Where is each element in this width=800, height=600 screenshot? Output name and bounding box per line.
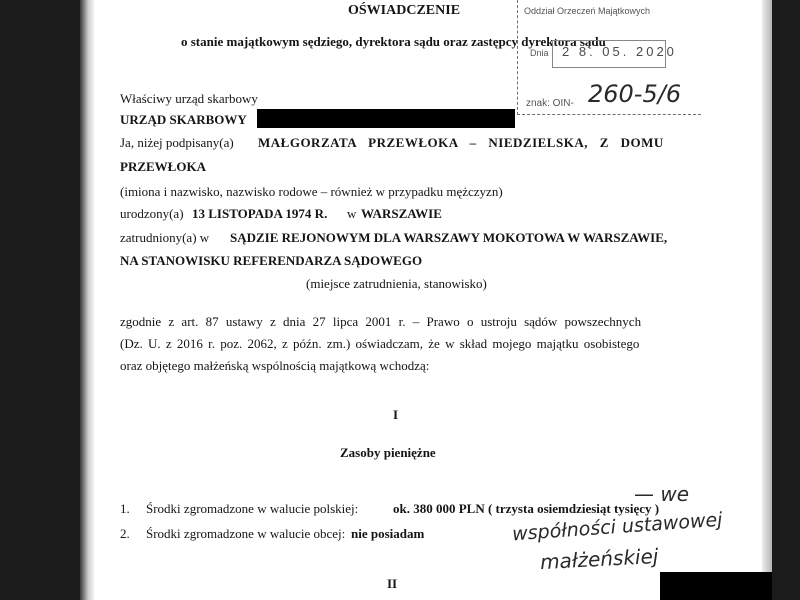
item-2-label: Środki zgromadzone w walucie obcej: <box>146 526 346 541</box>
employed-hint: (miejsce zatrudnienia, stanowisko) <box>306 276 487 291</box>
item-2-value: nie posiadam <box>351 526 425 541</box>
scan-right-shadow <box>762 0 772 600</box>
legal-basis-line-3: oraz objętego małżeńską wspólnością majątkową wchodzą: <box>120 358 430 373</box>
handwritten-dash-note: — we <box>634 482 690 506</box>
page-title: OŚWIADCZENIE <box>348 3 461 18</box>
section-1-title: Zasoby pieniężne <box>340 445 436 460</box>
item-1-label: Środki zgromadzone w walucie polskiej: <box>146 501 359 516</box>
item-1-number: 1. <box>120 501 130 516</box>
scan-left-edge <box>0 0 80 600</box>
born-place: WARSZAWIE <box>361 206 442 221</box>
item-2-number: 2. <box>120 526 130 541</box>
born-in: w <box>347 206 357 221</box>
declarant-intro: Ja, niżej podpisany(a) <box>120 135 234 150</box>
tax-office-label: Właściwy urząd skarbowy <box>120 91 258 106</box>
scan-right-edge <box>772 0 800 600</box>
registry-stamp <box>517 0 701 115</box>
born-label: urodzony(a) <box>120 206 184 221</box>
handwritten-line-1: współności ustawowej <box>511 508 724 546</box>
stamp-office-line: Oddział Orzeczeń Majątkowych <box>524 6 651 16</box>
employed-place: SĄDZIE REJONOWYM DLA WARSZAWY MOKOTOWA W WARSZAWIE, <box>230 230 668 245</box>
employed-position: NA STANOWISKU REFERENDARZA SĄDOWEGO <box>120 253 423 268</box>
scan-left-shadow <box>80 0 94 600</box>
employed-label: zatrudniony(a) w <box>120 230 210 245</box>
page-subtitle: o stanie majątkowym sędziego, dyrektora sądu oraz zastępcy dyrektora sądu <box>181 34 606 49</box>
stamp-sign-handwritten: 260-5/6 <box>588 80 682 108</box>
redaction-signature <box>660 572 772 600</box>
born-date: 13 LISTOPADA 1974 R. <box>192 206 328 221</box>
declarant-name: MAŁGORZATA PRZEWŁOKA – NIEDZIELSKA, Z DOMU <box>258 135 664 150</box>
handwritten-line-2: małżeńskiej <box>539 543 659 575</box>
name-hint: (imiona i nazwisko, nazwisko rodowe – również w przypadku mężczyzn) <box>120 184 503 199</box>
stamp-sign-prefix: znak: OIN- <box>526 98 574 109</box>
stamp-date-prefix: Dnia <box>530 48 549 58</box>
redaction-tax-office <box>257 109 515 128</box>
section-1-numeral: I <box>393 407 399 422</box>
legal-basis-line-1: zgodnie z art. 87 ustawy z dnia 27 lipca 2001 r. – Prawo o ustroju sądów powszechnych <box>120 314 642 329</box>
section-2-numeral: II <box>387 576 398 591</box>
declarant-maiden-name: PRZEWŁOKA <box>120 159 206 174</box>
tax-office-value: URZĄD SKARBOWY <box>120 112 247 127</box>
stamp-date: 2 8. 05. 2020 <box>562 44 677 59</box>
legal-basis-line-2: (Dz. U. z 2016 r. poz. 2062, z późn. zm.) oświadczam, że w skład mojego majątku osobistego <box>120 336 640 351</box>
item-1-value: ok. 380 000 PLN ( trzysta osiemdziesiąt tysięcy ) <box>393 501 660 516</box>
